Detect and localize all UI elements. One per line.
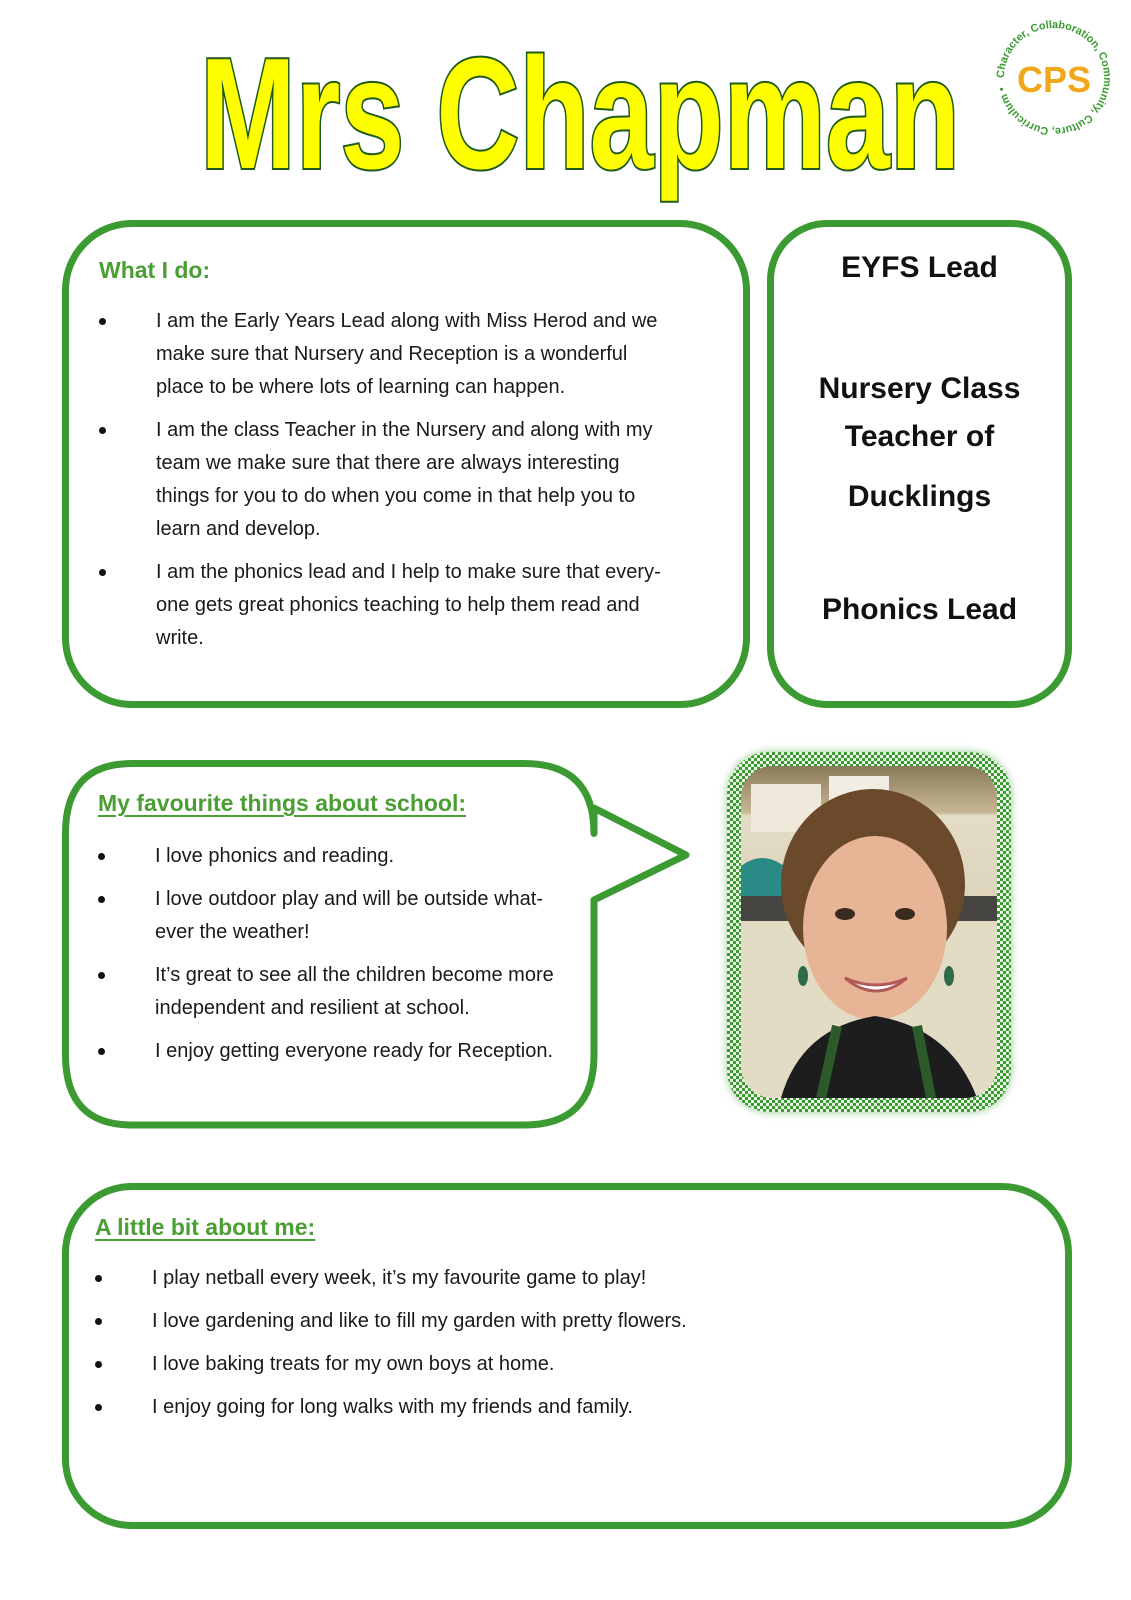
list-item: I love outdoor play and will be outside what-ever the weather! — [98, 883, 578, 949]
bullet-icon — [98, 1048, 105, 1055]
list-item: I enjoy going for long walks with my friends and family. — [95, 1391, 995, 1424]
about-me-heading: A little bit about me: — [95, 1214, 316, 1240]
list-item: I love baking treats for my own boys at home. — [95, 1348, 995, 1381]
list-item: I play netball every week, it’s my favourite game to play! — [95, 1262, 995, 1295]
list-item: I love gardening and like to fill my garden with pretty flowers. — [95, 1305, 995, 1338]
role-nursery-line1: Nursery Class — [818, 372, 1021, 405]
logo-monogram: CPS — [1016, 59, 1092, 100]
about-me-list — [95, 1262, 995, 1434]
bullet-icon — [95, 1404, 102, 1411]
page-title — [180, 30, 980, 210]
role-nursery-line3: Ducklings — [847, 480, 992, 513]
role-nursery-line2: Teacher of — [844, 420, 995, 453]
favourite-things-list — [98, 840, 578, 1078]
what-i-do-list — [99, 305, 669, 665]
list-item: It’s great to see all the children become more independent and resilient at school. — [98, 959, 578, 1025]
favourite-things-heading: My favourite things about school: — [98, 790, 467, 816]
bullet-icon — [99, 318, 106, 325]
bullet-icon — [98, 853, 105, 860]
bullet-icon — [99, 427, 106, 434]
bullet-icon — [99, 569, 106, 576]
about-me-panel — [62, 1183, 1072, 1529]
bullet-icon — [98, 896, 105, 903]
bullet-icon — [98, 972, 105, 979]
school-logo — [990, 14, 1118, 142]
list-item: I enjoy getting everyone ready for Reception. — [98, 1035, 578, 1068]
title-text: Mrs Chapman — [200, 30, 960, 202]
favourite-things-bubble — [62, 760, 712, 1160]
list-item: I love phonics and reading. — [98, 840, 578, 873]
role-eyfs-lead: EYFS Lead — [841, 251, 998, 284]
teacher-photo — [741, 766, 997, 1098]
list-item: I am the class Teacher in the Nursery and along with my team we make sure that there are always interesting things for you to do when you come in that help you to learn and develop. — [99, 414, 669, 546]
role-phonics-lead: Phonics Lead — [821, 593, 1018, 626]
list-item: I am the phonics lead and I help to make sure that every-one gets great phonics teaching to help them read and write. — [99, 556, 669, 655]
what-i-do-heading: What I do: — [99, 257, 211, 283]
list-item: I am the Early Years Lead along with Miss Herod and we make sure that Nursery and Reception is a wonderful place to be where lots of learning can happen. — [99, 305, 669, 404]
bullet-icon — [95, 1275, 102, 1282]
bullet-icon — [95, 1318, 102, 1325]
photo-frame — [727, 752, 1011, 1112]
logo-ring-text: Character, Collaboration, Community, Culture, Curriculum • — [994, 18, 1114, 138]
bullet-icon — [95, 1361, 102, 1368]
what-i-do-panel — [62, 220, 750, 708]
roles-panel — [767, 220, 1072, 708]
